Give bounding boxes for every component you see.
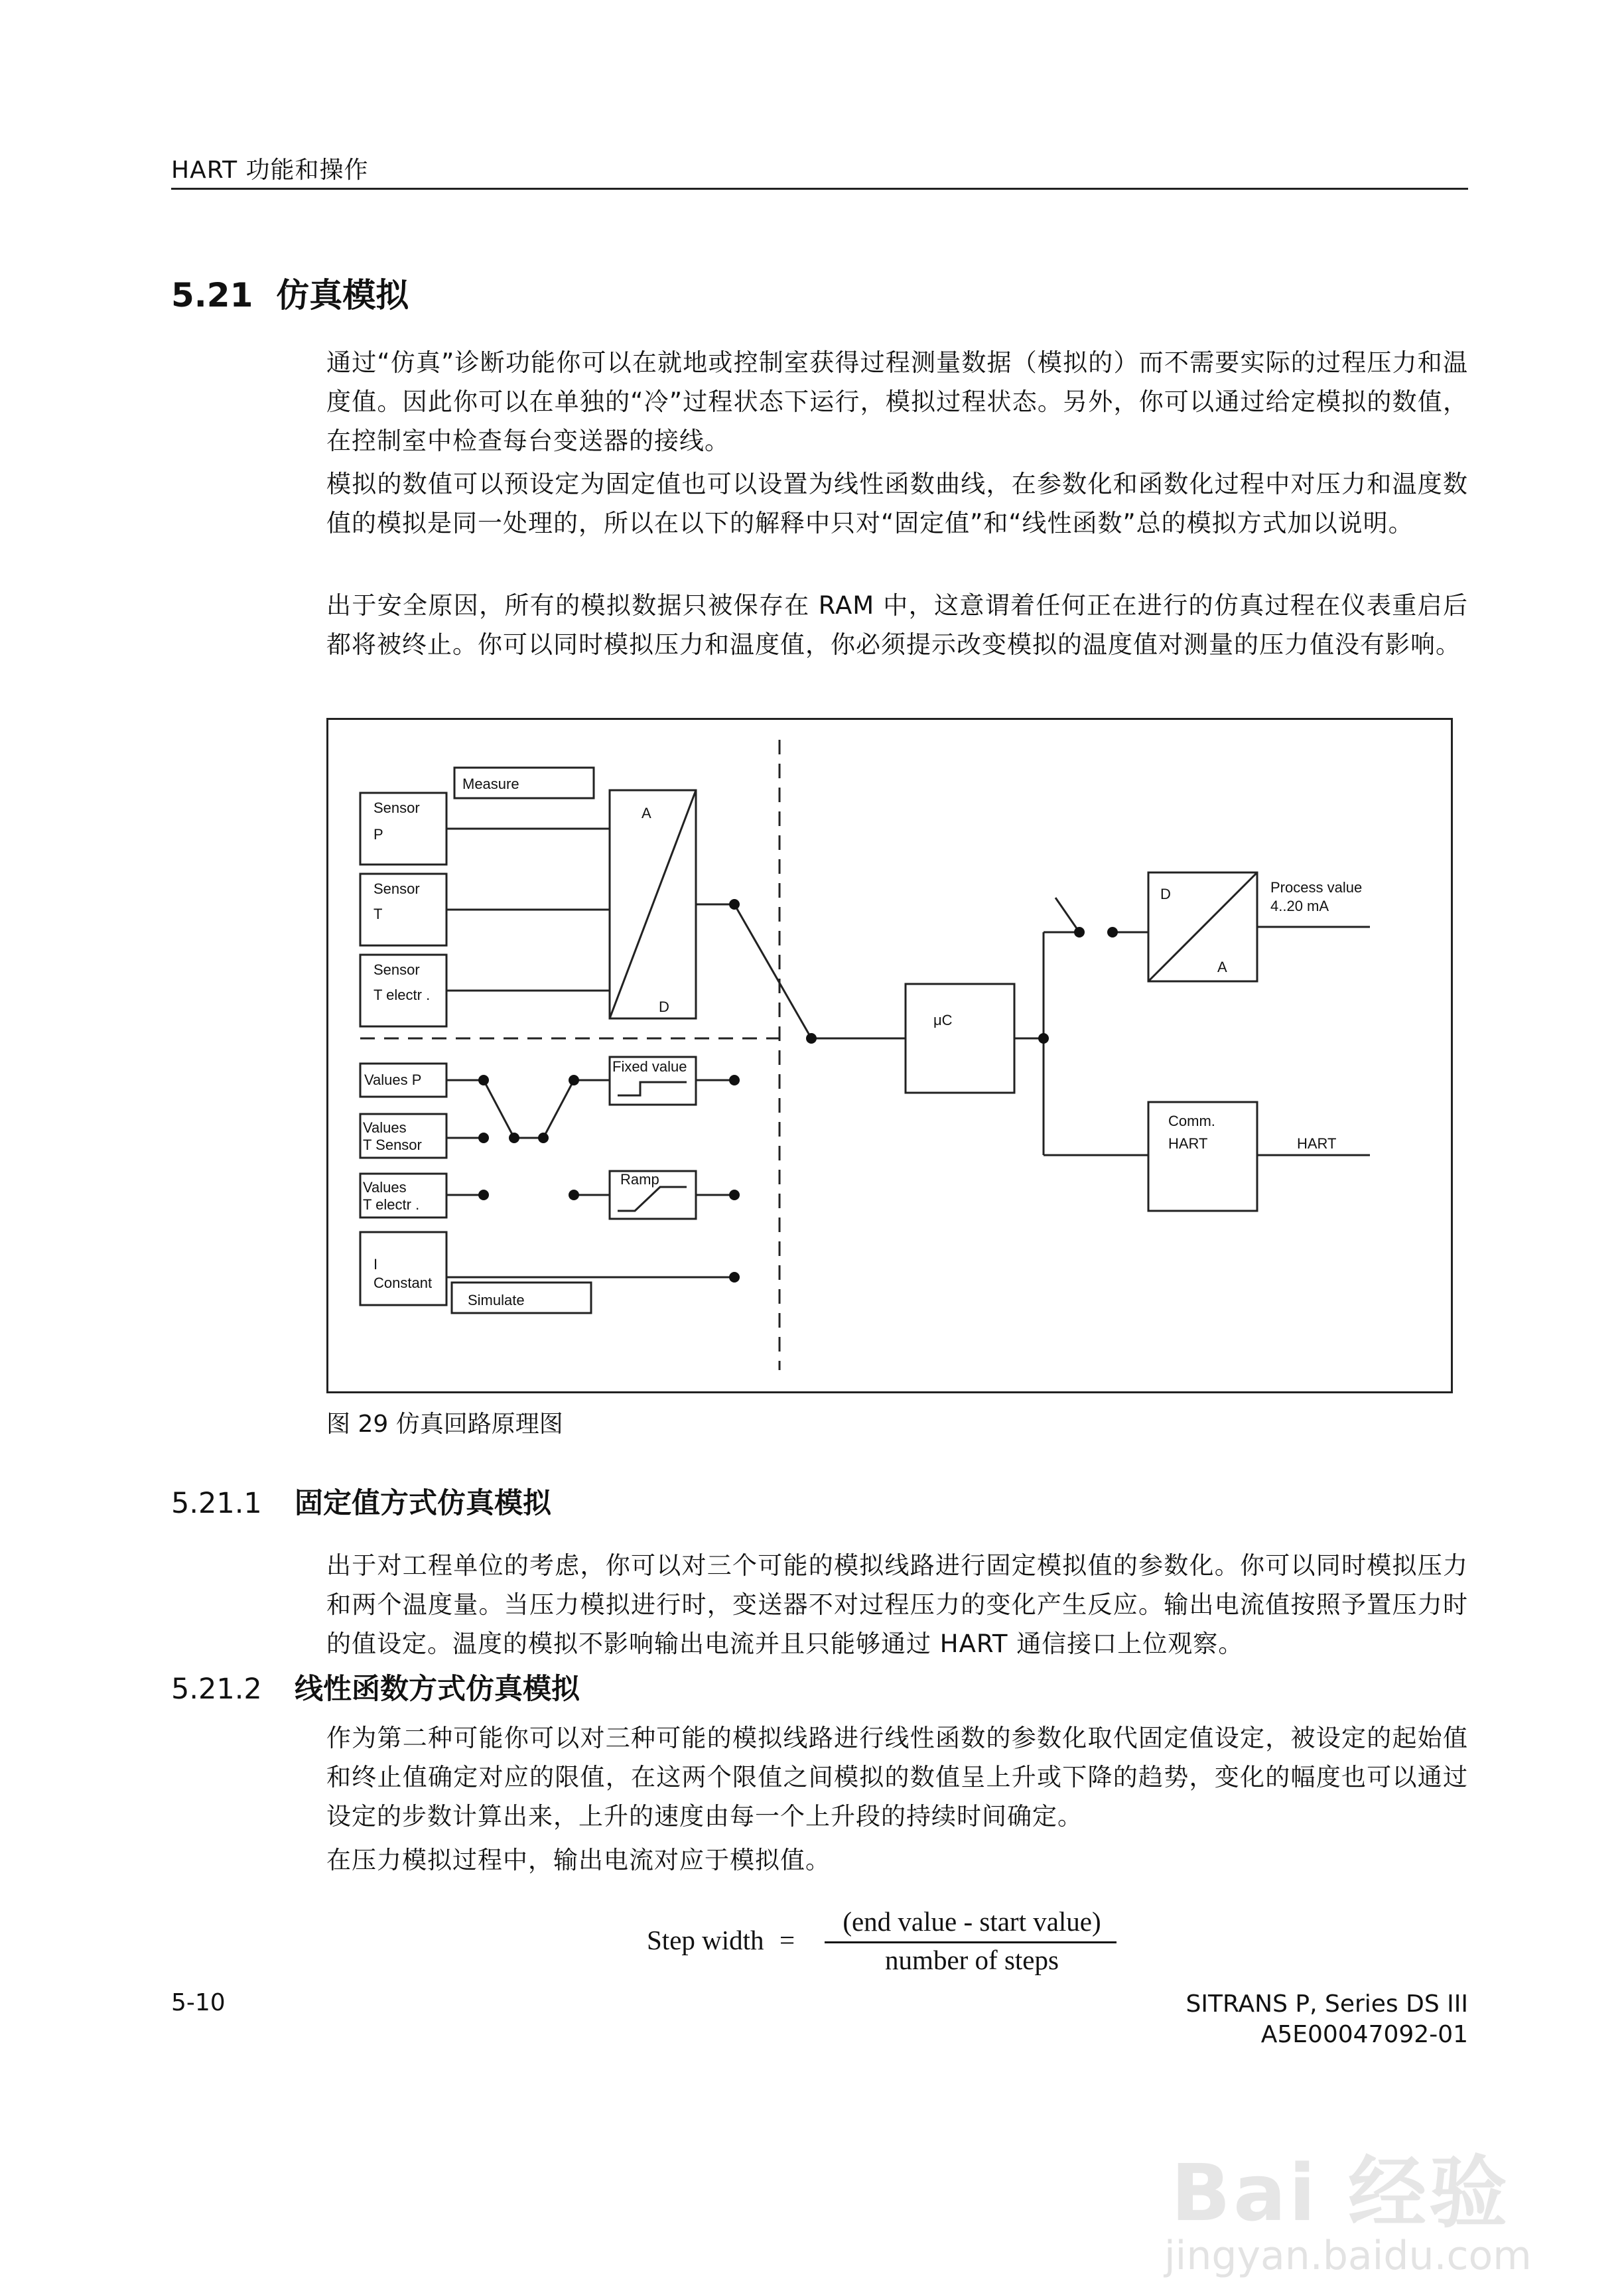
label-values-te-1: Values: [363, 1179, 407, 1196]
label-da-d: D: [1160, 886, 1171, 902]
subsection-2-text-1: 作为第二种可能你可以对三种可能的模拟线路进行线性函数的参数化取代固定值设定，被设定的起始值和终止值确定对应的限值，在这两个限值之间模拟的数值呈上升或下降的趋势，变化的幅度也可以通过设定的步数计算出来，上升的速度由每一个上升段的持续时间确定。: [326, 1724, 1468, 1831]
label-fixed-value: Fixed value: [612, 1058, 687, 1075]
label-da-a: A: [1217, 959, 1227, 975]
section-number: 5.21: [171, 276, 253, 314]
figure-caption: 图 29 仿真回路原理图: [326, 1411, 563, 1438]
watermark-url: jingyan.baidu.com: [1164, 2233, 1532, 2279]
label-process-value-2: 4..20 mA: [1270, 898, 1329, 914]
paragraph-1: 通过“仿真”诊断功能你可以在就地或控制室获得过程测量数据（模拟的）而不需要实际的过程压力和温度值。因此你可以在单独的“冷”过程状态下运行，模拟过程状态。另外，你可以通过给定模拟的数值，在控制室中检查每台变送器的接线。: [326, 348, 1468, 455]
label-measure: Measure: [462, 776, 519, 792]
label-sensor-t-1: Sensor: [373, 880, 420, 897]
subsection-2-heading: [171, 1667, 580, 1707]
label-simulate: Simulate: [468, 1292, 525, 1308]
junction-dot: [729, 1075, 740, 1085]
junction-dot: [478, 1133, 489, 1143]
uc-box: [906, 984, 1014, 1093]
formula-equals: =: [779, 1925, 795, 1955]
fraction-bar: [825, 1941, 1116, 1943]
subsection-1-heading: [171, 1481, 551, 1521]
circuit-diagram: [328, 720, 1451, 1391]
formula-denominator: number of steps: [885, 1945, 1059, 1975]
label-constant-2: Constant: [373, 1275, 433, 1291]
measure-switch: [734, 904, 811, 1038]
junction-dot: [729, 899, 740, 910]
step-width-formula: [647, 1906, 1124, 1979]
label-constant-1: I: [373, 1256, 378, 1273]
label-sensor-t-2: T: [373, 906, 383, 922]
simulation-circuit-figure: [326, 718, 1453, 1393]
subsection-1-number: 5.21.1: [171, 1487, 262, 1520]
junction-dot: [509, 1133, 519, 1143]
label-hart-out: HART: [1297, 1135, 1337, 1152]
footer-order-number: A5E00047092-01: [1260, 2021, 1468, 2048]
junction-dot: [1038, 1033, 1049, 1044]
section-heading: [171, 269, 409, 316]
section-title: 仿真模拟: [276, 276, 409, 314]
header-rule: [171, 188, 1468, 190]
selector-switch: [484, 1080, 514, 1138]
junction-dot: [729, 1190, 740, 1200]
junction-dot: [478, 1190, 489, 1200]
label-values-ts-1: Values: [363, 1119, 407, 1136]
label-uc: μC: [933, 1012, 953, 1028]
paragraph-3: 出于安全原因，所有的模拟数据只被保存在 RAM 中，这意谓着任何正在进行的仿真过程在仪表重启后都将被终止。你可以同时模拟压力和温度值，你必须提示改变模拟的温度值对测量的压力值没有影响。: [326, 591, 1468, 659]
label-values-p: Values P: [364, 1072, 422, 1088]
label-ad-a: A: [642, 805, 651, 821]
label-sensor-p-1: Sensor: [373, 800, 420, 816]
subsection-2-number: 5.21.2: [171, 1673, 262, 1706]
paragraph-2: 模拟的数值可以预设定为固定值也可以设置为线性函数曲线，在参数化和函数化过程中对压力和温度数值的模拟是同一处理的，所以在以下的解释中只对“固定值”和“线性函数”总的模拟方式加以说明。: [326, 470, 1468, 537]
watermark-logo: Bai 经验: [1171, 2147, 1511, 2239]
label-comm-2: HART: [1168, 1135, 1208, 1152]
baidu-watermark: [1158, 2083, 1532, 2282]
page-number: 5-10: [171, 1989, 226, 2016]
label-sensor-te-2: T electr .: [373, 987, 431, 1003]
subsection-2-text-2: 在压力模拟过程中，输出电流对应于模拟值。: [326, 1846, 831, 1874]
formula-numerator: (end value - start value): [843, 1906, 1101, 1937]
junction-dot: [569, 1190, 579, 1200]
label-comm-1: Comm.: [1168, 1113, 1215, 1129]
label-ad-d: D: [659, 999, 669, 1015]
label-sensor-p-2: P: [373, 826, 383, 843]
junction-dot: [538, 1133, 549, 1143]
junction-dot: [1107, 927, 1118, 938]
junction-dot: [1074, 927, 1085, 938]
running-head: HART 功能和操作: [171, 157, 369, 184]
subsection-1-text: 出于对工程单位的考虑，你可以对三个可能的模拟线路进行固定模拟值的参数化。你可以同时模拟压力和两个温度量。当压力模拟进行时，变送器不对过程压力的变化产生反应。输出电流值按照予置压力时的值设定。温度的模拟不影响输出电流并且只能够通过 HART 通信接口上位观察。: [326, 1551, 1468, 1658]
label-process-value-1: Process value: [1270, 879, 1363, 896]
label-values-ts-2: T Sensor: [363, 1137, 422, 1153]
formula-lhs: Step width: [647, 1925, 764, 1955]
output-switch: [1055, 898, 1079, 932]
junction-dot: [806, 1033, 817, 1044]
junction-dot: [729, 1272, 740, 1283]
subsection-2-title: 线性函数方式仿真模拟: [295, 1673, 580, 1706]
label-sensor-te-1: Sensor: [373, 961, 420, 978]
label-ramp: Ramp: [620, 1171, 659, 1188]
subsection-1-title: 固定值方式仿真模拟: [295, 1487, 551, 1520]
junction-dot: [478, 1075, 489, 1085]
junction-dot: [569, 1075, 579, 1085]
footer-product: SITRANS P, Series DS III: [1185, 1990, 1468, 2018]
footer-product-info: [1186, 1989, 1468, 2050]
label-values-te-2: T electr .: [363, 1196, 420, 1213]
